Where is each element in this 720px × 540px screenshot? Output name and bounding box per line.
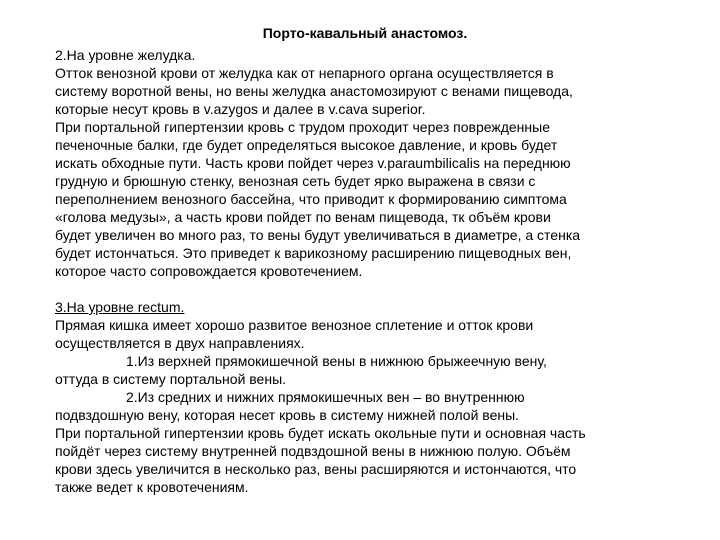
paragraph-line: печеночные балки, где будет определяться высокое давление, и кровь будет [55, 137, 558, 153]
paragraph-line: крови здесь увеличится в несколько раз, вены расширяются и истончаются, что [55, 461, 577, 477]
section-3-heading-line [55, 298, 670, 316]
paragraph-line: также ведет к кровотечениям. [55, 479, 249, 495]
paragraph-line: которое часто сопровождается кровотечением. [55, 263, 363, 279]
paragraph-line: систему воротной вены, но вены желудка анастомозируют с венами пищевода, [55, 83, 573, 99]
paragraph-line: Прямая кишка имеет хорошо развитое венозное сплетение и отток крови [55, 317, 534, 333]
section-2-heading: 2.На уровне желудка. [55, 47, 196, 63]
paragraph-line: будет увеличен во много раз, то вены будут увеличиваться в диаметре, а стенка [55, 227, 581, 243]
paragraph-line: При портальной гипертензии кровь с трудом проходит через поврежденные [55, 119, 550, 135]
list-item-1: 1.Из верхней прямокишечной вены в нижнюю брыжеечную вену, [126, 353, 547, 369]
paragraph-line: переполнением венозного бассейна, что приводит к формированию симптома [55, 191, 567, 207]
paragraph-spacer [55, 280, 670, 298]
paragraph-line: искать обходные пути. Часть крови пойдет через v.paraumbilicalis на переднюю [55, 155, 571, 171]
paragraph-line: подвздошную вену, которая несет кровь в систему нижней полой вены. [55, 407, 520, 423]
paragraph-line: «голова медузы», а часть крови пойдет по венам пищевода, тк объём крови [55, 209, 551, 225]
paragraph-line: При портальной гипертензии кровь будет искать окольные пути и основная часть [55, 425, 586, 441]
section-3-heading: 3.На уровне rectum. [55, 299, 185, 315]
document-body [55, 46, 670, 496]
list-item-2: 2.Из средних и нижних прямокишечных вен – во внутреннюю [126, 389, 525, 405]
paragraph-line: которые несут кровь в v.azygos и далее в v.cava superior. [55, 101, 426, 117]
paragraph-line: будет истончаться. Это приведет к варикозному расширению пищеводных вен, [55, 245, 572, 261]
paragraph-line: оттуда в систему портальной вены. [55, 371, 287, 387]
paragraph-line: пойдёт через систему внутренней подвздошной вены в нижнюю полую. Объём [55, 443, 571, 459]
document-title: Порто-кавальный анастомоз. [262, 25, 468, 41]
paragraph-line: грудную и брюшную стенку, венозная сеть будет ярко выражена в связи с [55, 173, 536, 189]
paragraph-line: Отток венозной крови от желудка как от непарного органа осуществляется в [55, 65, 554, 81]
paragraph-line: осуществляется в двух направлениях. [55, 335, 305, 351]
